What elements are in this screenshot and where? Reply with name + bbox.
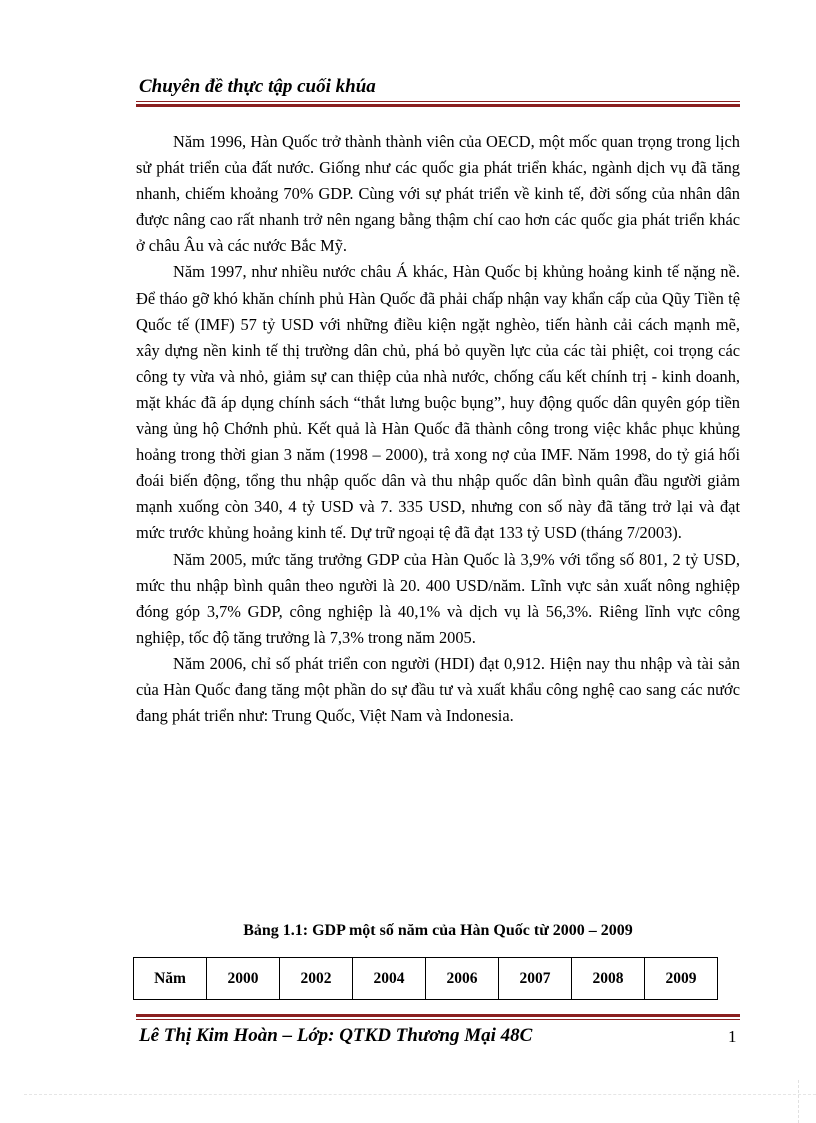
header-rule-thick (136, 104, 740, 107)
page-number: 1 (728, 1027, 737, 1046)
table-caption: Bảng 1.1: GDP một số năm của Hàn Quốc từ 2000 – 2009 (243, 922, 633, 939)
table-header-cell: 2008 (572, 958, 645, 1000)
table-header-cell: 2009 (645, 958, 718, 1000)
table-row (134, 958, 718, 1000)
paragraph-4: Năm 2006, chỉ số phát triển con người (HDI) đạt 0,912. Hiện nay thu nhập và tài sản của Hàn Quốc đang tăng một phần do sự đầu tư và xuất khẩu công nghệ cao sang các nước đang phát triển như: Trung Quốc, Việt Nam và Indonesia. (136, 653, 740, 726)
header-rule-thin (136, 101, 740, 102)
gdp-table (133, 957, 718, 1000)
table-header-cell: 2002 (280, 958, 353, 1000)
table-header-cell: 2004 (353, 958, 426, 1000)
page-boundary (24, 1094, 816, 1095)
footer-author: Lê Thị Kim Hoàn – Lớp: QTKD Thương Mại 48C (139, 1025, 533, 1046)
table-header-cell: 2000 (207, 958, 280, 1000)
table-header-cell: 2007 (499, 958, 572, 1000)
paragraph-1: Năm 1996, Hàn Quốc trở thành thành viên của OECD, một mốc quan trọng trong lịch sử phát triển của đất nước. Giống như các quốc gia phát triển khác, ngành dịch vụ đã tăng nhanh, chiếm khoảng 70% GDP. Cùng với sự phát triển về kinh tế, đời sống của nhân dân được nâng cao rất nhanh trở nên ngang bằng thậm chí cao hơn các quốc gia phát triển khác ở châu Âu và các nước Bắc Mỹ. (136, 132, 740, 256)
paragraph-2: Năm 1997, như nhiều nước châu Á khác, Hàn Quốc bị khủng hoảng kinh tế nặng nề. Để tháo gỡ khó khăn chính phủ Hàn Quốc đã phải chấp nhận vay khẩn cấp của Qũy Tiền tệ Quốc tế (IMF) 57 tỷ USD với những điều kiện ngặt nghèo, tiến hành cải cách mạnh mẽ, xây dựng nền kinh tế thị trường dân chủ, phá bỏ quyền lực của các tài phiệt, coi trọng các công ty vừa và nhỏ, giảm sự can thiệp của nhà nước, chống cấu kết chính trị - kinh doanh, mặt khác đã áp dụng chính sách “thắt lưng buộc bụng”, huy động quốc dân quyên góp tiền vàng ủng hộ Chớnh phủ. Kết quả là Hàn Quốc đã thành công trong việc khắc phục khủng hoảng trong thời gian 3 năm (1998 – 2000), trả xong nợ của IMF. Năm 1998, do tỷ giá hối đoái biến động, tổng thu nhập quốc dân và thu nhập quốc dân bình quân đầu người giảm mạnh xuống còn 340, 4 tỷ USD và 7. 335 USD, nhưng con số này đã tăng trở lại và đạt mức trước khủng hoảng kinh tế. Dự trữ ngoại tệ đã đạt 133 tỷ USD (tháng 7/2003). (136, 262, 740, 543)
footer-rule-thick (136, 1014, 740, 1017)
footer-rule-thin (136, 1019, 740, 1020)
page-header-title: Chuyên đề thực tập cuối khúa (139, 76, 376, 97)
page-boundary-corner (798, 1080, 799, 1123)
table-header-cell: 2006 (426, 958, 499, 1000)
table-header-cell: Năm (134, 958, 207, 1000)
body-text (136, 129, 740, 729)
paragraph-3: Năm 2005, mức tăng trưởng GDP của Hàn Quốc là 3,9% với tổng số 801, 2 tỷ USD, mức thu nhập bình quân theo người là 20. 400 USD/năm. Lĩnh vực sản xuất nông nghiệp đóng góp 3,7% GDP, công nghiệp là 40,1% và dịch vụ là 56,3%. Riêng lĩnh vực công nghiệp, tốc độ tăng trưởng là 7,3% trong năm 2005. (136, 549, 740, 647)
